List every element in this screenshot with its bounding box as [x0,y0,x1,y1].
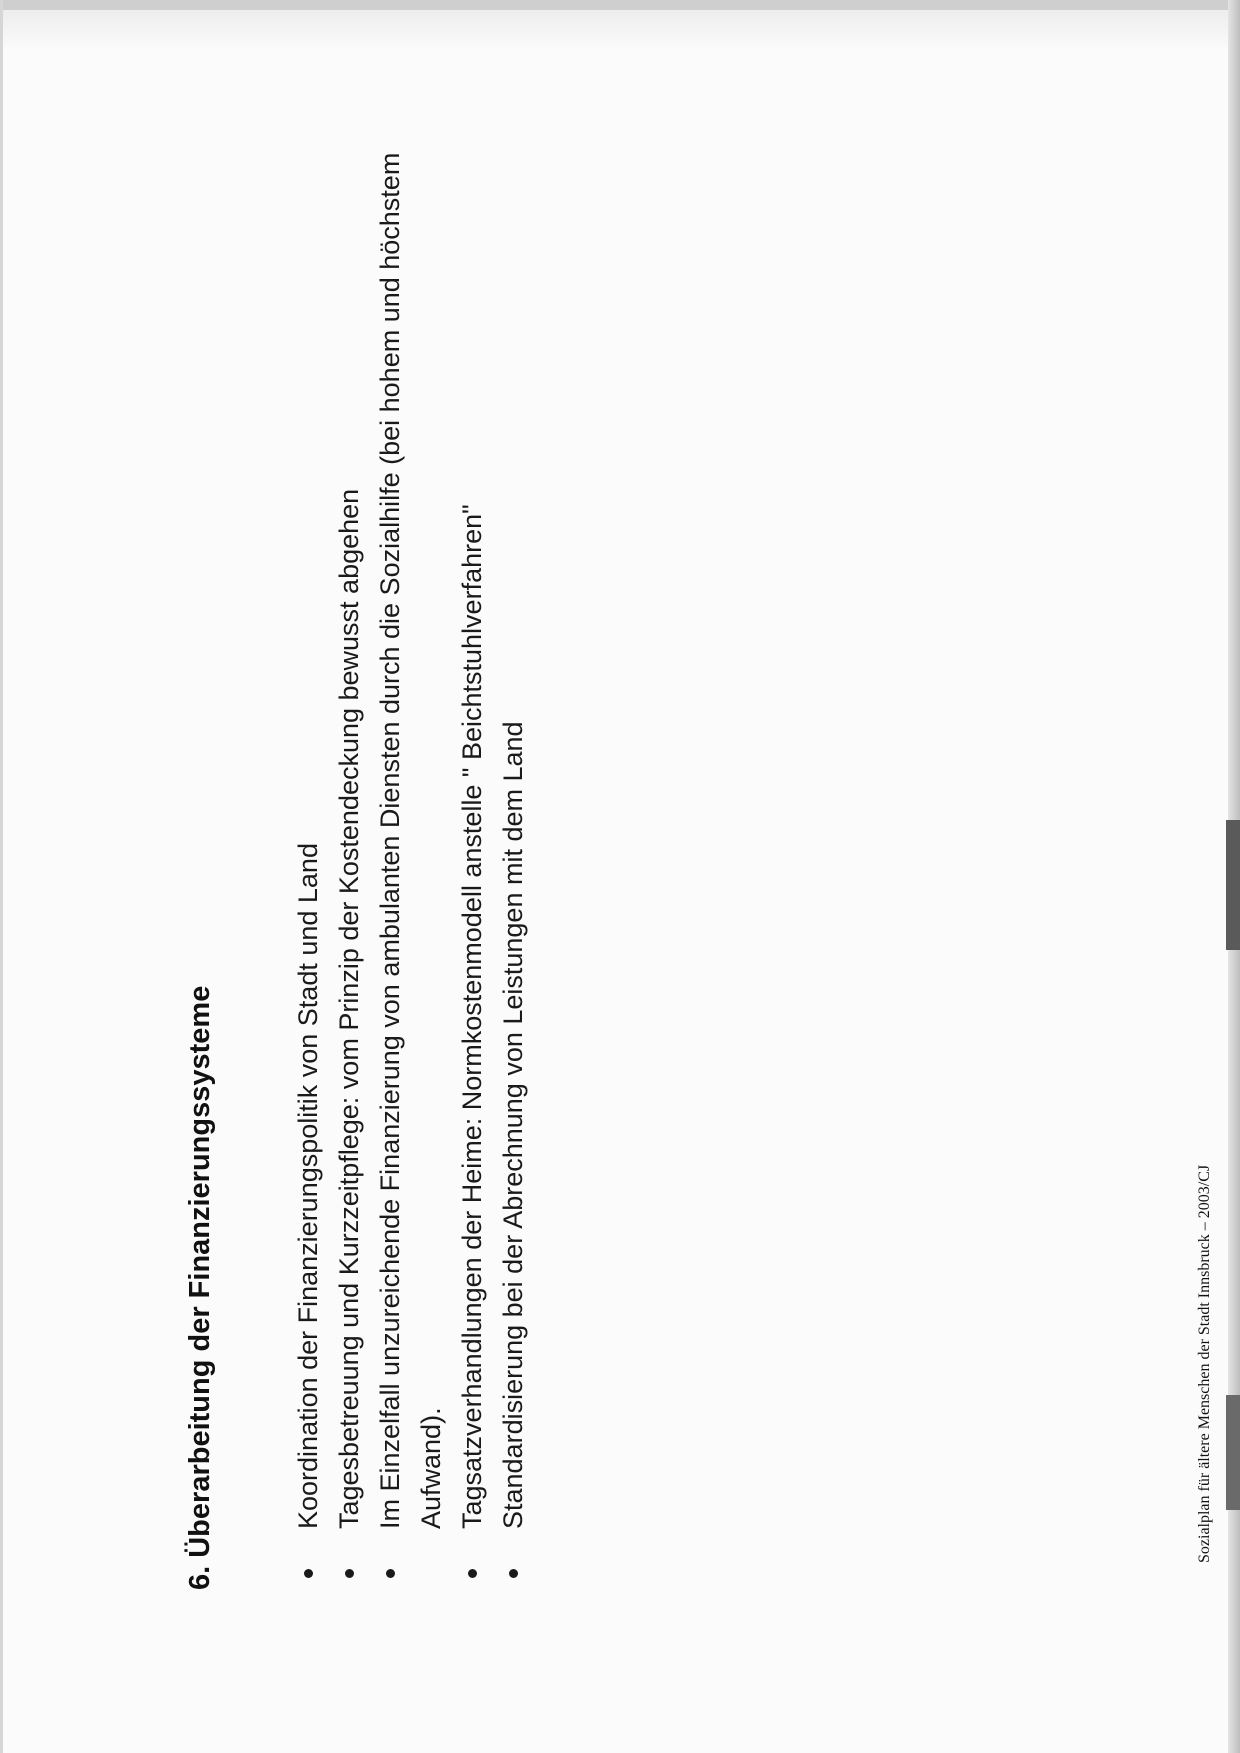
bullet-dot-icon [509,1569,518,1578]
list-item [493,98,534,1578]
list-item [370,98,452,1578]
list-item [288,98,329,1578]
bullet-list [288,98,534,1578]
list-item-text: Im Einzelfall unzureichende Finanzierung von ambulanten Diensten durch die Sozialhilfe (bei hohem und höchstem Aufwand). [375,152,446,1529]
list-item [329,98,370,1578]
list-item-text: Tagesbetreuung und Kurzzeitpflege: vom Prinzip der Kostendeckung bewusst abgehen [334,488,364,1529]
bullet-dot-icon [468,1569,477,1578]
page-title: 6. Überarbeitung der Finanzierungssysteme [184,985,216,1590]
list-item-text: Tagsatzverhandlungen der Heime: Normkostenmodell anstelle " Beichtstuhlverfahren" [457,504,487,1529]
bullet-dot-icon [386,1569,395,1578]
page-footer: Sozialplan für ältere Menschen der Stadt Innsbruck – 2003/CJ [1196,1164,1213,1563]
list-item [452,98,493,1578]
bullet-dot-icon [304,1569,313,1578]
list-item-text: Standardisierung bei der Abrechnung von Leistungen mit dem Land [498,721,528,1529]
bullet-dot-icon [345,1569,354,1578]
list-item-text: Koordination der Finanzierungspolitik von Stadt und Land [293,843,323,1529]
